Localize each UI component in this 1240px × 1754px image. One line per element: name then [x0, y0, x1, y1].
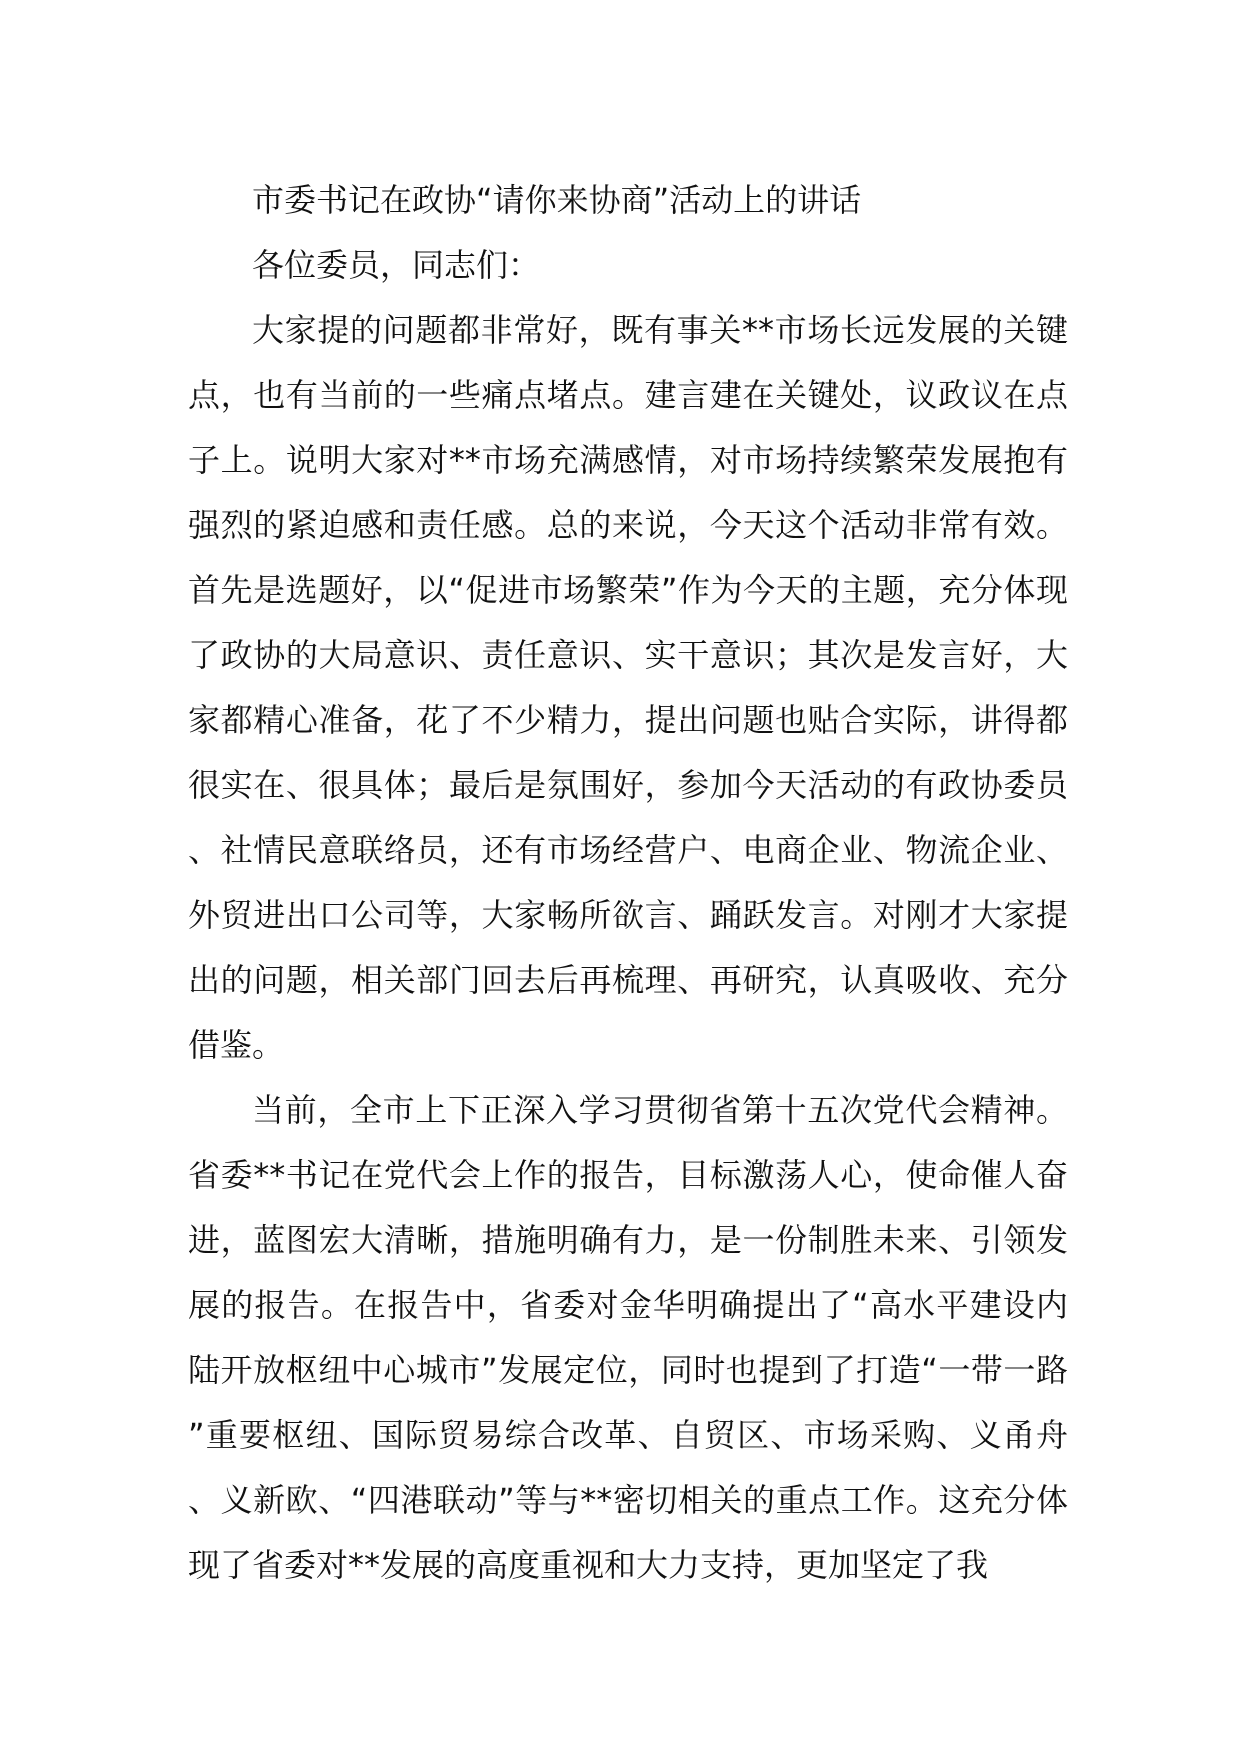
body-paragraph-1: 大家提的问题都非常好，既有事关**市场长远发展的关键点，也有当前的一些痛点堵点。建言建在关键处，议政议在点子上。说明大家对**市场充满感情，对市场持续繁荣发展抱有强烈的紧迫感和责任感。总的来说，今天这个活动非常有效。首先是选题好，以“促进市场繁荣”作为今天的主题，充分体现了政协的大局意识、责任意识、实干意识；其次是发言好，大家都精心准备，花了不少精力，提出问题也贴合实际，讲得都很实在、很具体；最后是氛围好，参加今天活动的有政协委员、社情民意联络员，还有市场经营户、电商企业、物流企业、外贸进出口公司等，大家畅所欲言、踊跃发言。对刚才大家提出的问题，相关部门回去后再梳理、再研究，认真吸收、充分借鉴。 — [188, 311, 1068, 1064]
salutation: 各位委员，同志们： — [252, 246, 541, 284]
document-title: 市委书记在政协“请你来协商”活动上的讲话 — [252, 181, 862, 219]
document-body — [188, 168, 1068, 1598]
body-paragraph-2: 当前，全市上下正深入学习贯彻省第十五次党代会精神。省委**书记在党代会上作的报告，目标激荡人心，使命催人奋进，蓝图宏大清晰，措施明确有力，是一份制胜未来、引领发展的报告。在报告中，省委对金华明确提出了“高水平建设内陆开放枢纽中心城市”发展定位，同时也提到了打造“一带一路”重要枢纽、国际贸易综合改革、自贸区、市场采购、义甬舟、义新欧、“四港联动”等与**密切相关的重点工作。这充分体现了省委对**发展的高度重视和大力支持，更加坚定了我 — [188, 1091, 1068, 1584]
